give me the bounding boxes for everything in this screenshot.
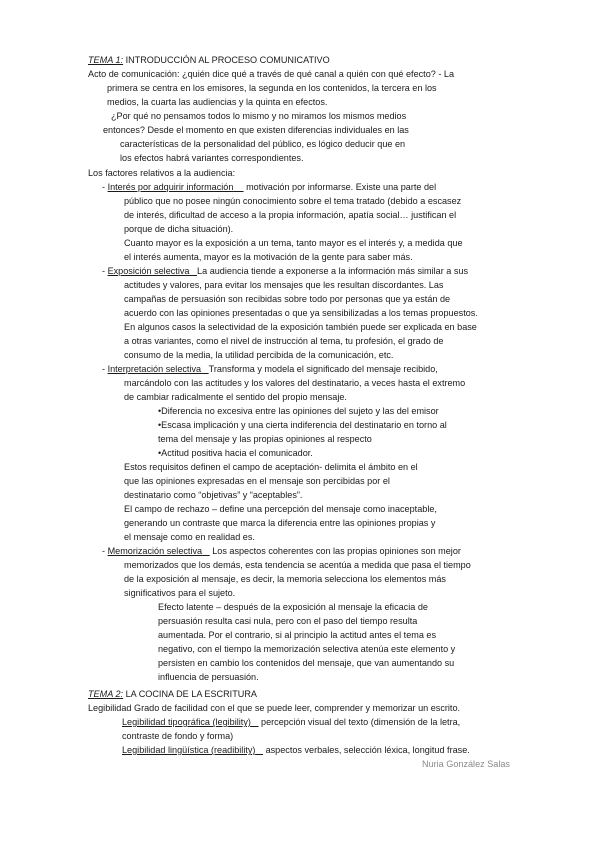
text-line: primera se centra en los emisores, la segunda en los contenidos, la tercera en los	[107, 83, 437, 93]
text-line: Estos requisitos definen el campo de aceptación- delimita el ámbito en el	[124, 462, 418, 472]
text-line: persisten en cambio los contenidos del mensaje, que van aumentando su	[158, 658, 455, 668]
factor-memorizacion-heading: - Memorización selectiva Los aspectos coherentes con las propias opiniones son mejor	[102, 546, 461, 556]
tema1-title: INTRODUCCIÓN AL PROCESO COMUNICATIVO	[123, 55, 330, 65]
factor-term: Interpretación selectiva	[107, 364, 202, 374]
tema1-heading	[88, 54, 330, 66]
term: Legibilidad lingüística (readibility)	[122, 745, 256, 755]
legibilidad-tipografica	[122, 716, 460, 728]
text-line: El campo de rechazo – define una percepción del mensaje como inaceptable,	[124, 504, 437, 514]
bullet-item: •Escasa implicación y una cierta indiferencia del destinatario en torno al	[158, 420, 447, 430]
text-line: tema del mensaje y las propias opiniones al respecto	[158, 434, 372, 444]
text-line: Los factores relativos a la audiencia:	[88, 168, 236, 178]
text-line: que las opiniones expresadas en el mensaje son percibidas por el	[124, 476, 390, 486]
text-line: características de la personalidad del público, es lógico deducir que en	[120, 139, 406, 149]
text-line: aumentada. Por el contrario, si al principio la actitud antes el tema es	[158, 630, 437, 640]
text-line: de la exposición al mensaje, es decir, la memoria selecciona los elementos más	[124, 574, 446, 584]
text-line: medios, la cuarta las audiencias y la quinta en efectos.	[107, 97, 328, 107]
text-line: acuerdo con las opiniones presentadas o que ya sensibilizadas a los temas propuestos.	[124, 308, 478, 318]
factor-text: Transforma y modela el significado del mensaje recibido,	[208, 364, 438, 374]
term: Legibilidad tipográfica (legibility)	[122, 717, 251, 727]
text-line: influencia de persuasión.	[158, 672, 259, 682]
text-line: negativo, con el tiempo la memorización selectiva atenúa este elemento y	[158, 644, 456, 654]
term-text: aspectos verbales, selección léxica, longitud frase.	[263, 745, 470, 755]
factor-text: La audiencia tiende a exponerse a la información más similar a sus	[197, 266, 468, 276]
text-line: consumo de la media, la utilidad percibida de la comunicación, etc.	[124, 350, 394, 360]
text-line: significativos para el sujeto.	[124, 588, 236, 598]
text-line: de cambiar radicalmente el sentido del propio mensaje.	[124, 392, 347, 402]
bullet-item: •Actitud positiva hacia el comunicador.	[158, 448, 313, 458]
text-line: marcándolo con las actitudes y los valores del destinatario, a veces hasta el extremo	[124, 378, 466, 388]
tema1-label: TEMA 1:	[88, 55, 124, 65]
text-line: memorizados que los demás, esta tendencia se acentúa a medida que pasa el tiempo	[124, 560, 471, 570]
factor-interes-heading: - Interés por adquirir información motivación por informarse. Existe una parte del	[102, 182, 437, 192]
factor-exposicion-heading: - Exposición selectiva La audiencia tiende a exponerse a la información más similar a sus	[102, 266, 468, 276]
text-line: público que no posee ningún conocimiento sobre el tema tratado (debido a escasez	[124, 196, 462, 206]
text-line: Cuanto mayor es la exposición a un tema, tanto mayor es el interés y, a medida que	[124, 238, 463, 248]
footer-author: Nuria González Salas	[422, 759, 510, 769]
text-line: destinatario como “objetivas” y “aceptables”.	[124, 490, 303, 500]
bullet-item: •Diferencia no excesiva entre las opiniones del sujeto y las del emisor	[158, 406, 439, 416]
text-line: entonces? Desde el momento en que existen diferencias individuales en las	[103, 125, 409, 135]
text-line: los efectos habrá variantes correspondientes.	[120, 153, 304, 163]
text-line: a otras variantes, como el nivel de instrucción al tema, tu profesión, el grado de	[124, 336, 444, 346]
text-line: actitudes y valores, para evitar los mensajes que les resultan discordantes. Las	[124, 280, 444, 290]
tema2-title: LA COCINA DE LA ESCRITURA	[123, 689, 257, 699]
factor-term: Memorización selectiva	[107, 546, 203, 556]
tema2-label: TEMA 2:	[88, 689, 124, 699]
text-line: Acto de comunicación: ¿quién dice qué a través de qué canal a quién con qué efecto? - La	[88, 69, 455, 79]
tema2-heading	[88, 688, 257, 700]
term-text: percepción visual del texto (dimensión de la letra,	[258, 717, 461, 727]
factor-text: Los aspectos coherentes con las propias opiniones son mejor	[212, 546, 461, 556]
factor-interpretacion-heading: - Interpretación selectiva Transforma y modela el significado del mensaje recibido,	[102, 364, 438, 374]
factor-term: Exposición selectiva	[107, 266, 190, 276]
text-line: de interés, dificultad de acceso a la propia información, apatía social… justifican el	[124, 210, 457, 220]
factor-text: motivación por informarse. Existe una parte del	[246, 182, 437, 192]
text-line: el mensaje como en realidad es.	[124, 532, 255, 542]
text-line: Legibilidad Grado de facilidad con el que se puede leer, comprender y memorizar un escrito.	[88, 703, 461, 713]
text-line: En algunos casos la selectividad de la exposición también puede ser explicada en base	[124, 322, 477, 332]
factor-term: Interés por adquirir información	[107, 182, 234, 192]
text-line: generando un contraste que marca la diferencia entre las opiniones propias y	[124, 518, 436, 528]
text-line: persuasión resulta casi nula, pero con el paso del tiempo resulta	[158, 616, 418, 626]
legibilidad-linguistica	[122, 744, 470, 756]
text-line: campañas de persuasión son recibidas sobre todo por personas que ya están de	[124, 294, 451, 304]
text-line: Efecto latente – después de la exposición al mensaje la eficacia de	[158, 602, 428, 612]
text-line: el interés aumenta, mayor es la motivación de la gente para saber más.	[124, 252, 413, 262]
text-line: contraste de fondo y forma)	[122, 731, 234, 741]
text-line: ¿Por qué no pensamos todos lo mismo y no miramos los mismos medios	[111, 111, 407, 121]
text-line: porque de dicha situación).	[124, 224, 234, 234]
